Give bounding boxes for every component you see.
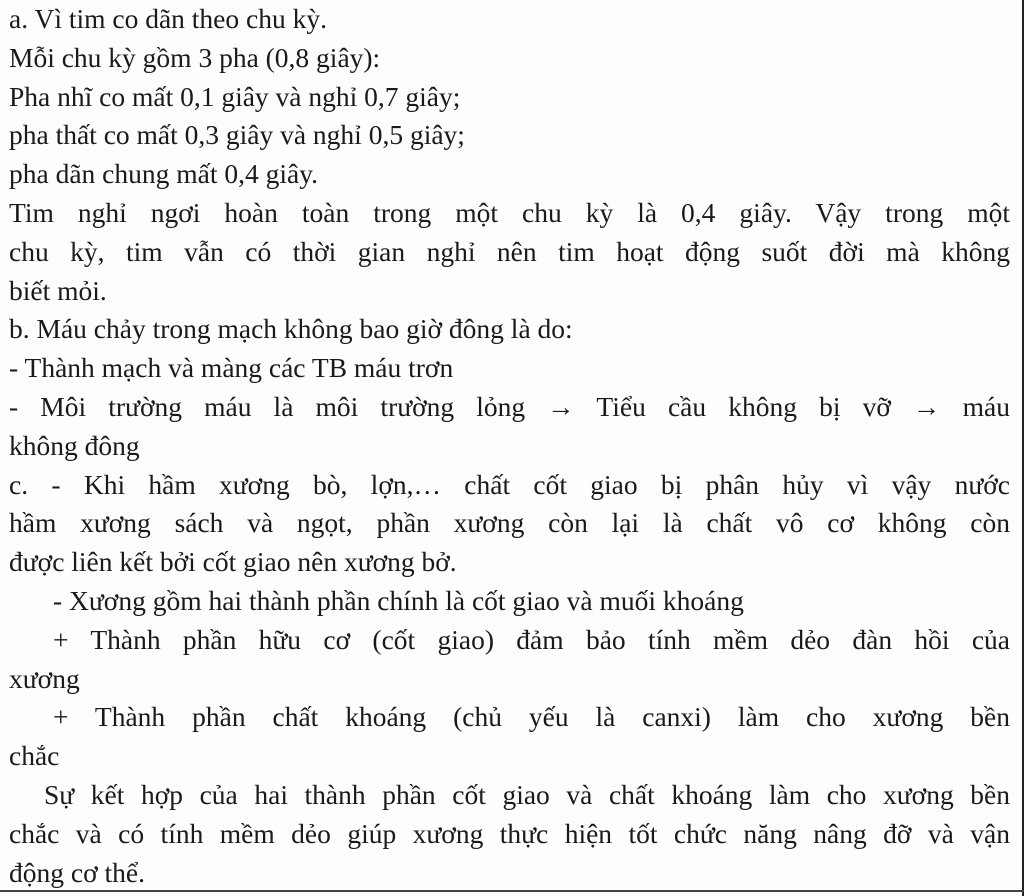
text-line: chắc bbox=[9, 740, 60, 772]
text-line: - Môi trường máu là môi trường lỏng → Tiểu cầu không bị vỡ → máu bbox=[9, 390, 1010, 422]
text-line: c. - Khi hầm xương bò, lợn,… chất cốt giao bị phân hủy vì vậy nước bbox=[9, 468, 1010, 500]
text-line: - Thành mạch và màng các TB máu trơn bbox=[9, 352, 454, 384]
text-line: không đông bbox=[9, 429, 140, 461]
document-body bbox=[9, 0, 1010, 892]
text-line: Pha nhĩ co mất 0,1 giây và nghỉ 0,7 giây; bbox=[9, 80, 461, 112]
text-line: Mỗi chu kỳ gồm 3 pha (0,8 giây): bbox=[9, 41, 381, 73]
text-line: được liên kết bởi cốt giao nên xương bở. bbox=[9, 546, 457, 578]
text-line: a. Vì tim co dãn theo chu kỳ. bbox=[9, 3, 327, 34]
text-line: hầm xương sách và ngọt, phần xương còn lại là chất vô cơ không còn bbox=[9, 507, 1010, 539]
text-line: xương bbox=[9, 662, 80, 694]
text-line: động cơ thể. bbox=[9, 856, 145, 888]
text-line: pha dãn chung mất 0,4 giây. bbox=[9, 158, 319, 190]
text-line: + Thành phần hữu cơ (cốt giao) đảm bảo tính mềm dẻo đàn hồi của bbox=[53, 623, 1010, 655]
text-line: chu kỳ, tim vẫn có thời gian nghỉ nên tim hoạt động suốt đời mà không bbox=[9, 235, 1010, 267]
bottom-border bbox=[0, 890, 1024, 892]
text-line: b. Máu chảy trong mạch không bao giờ đông là do: bbox=[9, 313, 573, 345]
text-line: biết mỏi. bbox=[9, 274, 107, 306]
text-line: Tim nghỉ ngơi hoàn toàn trong một chu kỳ là 0,4 giây. Vậy trong một bbox=[9, 196, 1010, 228]
text-line: pha thất co mất 0,3 giây và nghỉ 0,5 giây; bbox=[9, 119, 465, 151]
text-line: Sự kết hợp của hai thành phần cốt giao và chất khoáng làm cho xương bền bbox=[44, 778, 1010, 810]
text-line: - Xương gồm hai thành phần chính là cốt giao và muối khoáng bbox=[53, 584, 744, 616]
text-line: chắc và có tính mềm dẻo giúp xương thực hiện tốt chức năng nâng đỡ và vận bbox=[9, 817, 1010, 849]
text-line: + Thành phần chất khoáng (chủ yếu là canxi) làm cho xương bền bbox=[53, 701, 1010, 733]
